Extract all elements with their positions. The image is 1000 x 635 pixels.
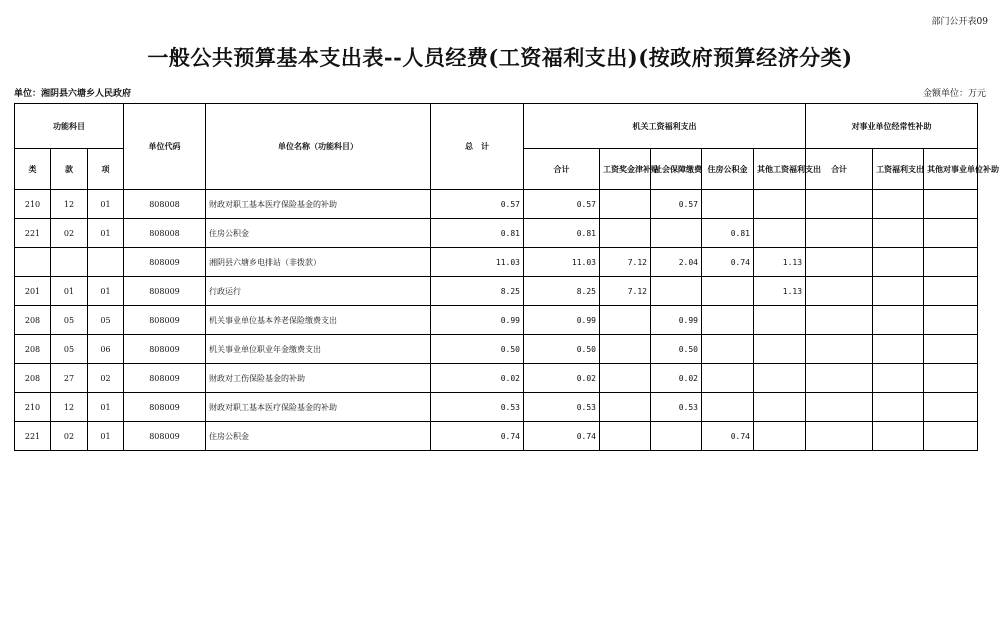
cell-kuan: 05	[51, 306, 88, 335]
cell-org-subtotal: 0.50	[524, 335, 600, 364]
cell-total: 0.50	[431, 335, 524, 364]
cell-code: 808009	[124, 306, 206, 335]
budget-table	[14, 103, 1000, 451]
cell-inst-subtotal	[806, 190, 873, 219]
cell-inst-wage	[873, 248, 924, 277]
header-func-subject: 功能科目	[15, 104, 124, 149]
header-unit-code: 单位代码	[124, 104, 206, 190]
header-inst-subtotal: 合计	[806, 149, 873, 190]
cell-org-social	[651, 277, 702, 306]
cell-lei: 210	[15, 190, 51, 219]
cell-inst-wage	[873, 393, 924, 422]
cell-org-subtotal: 0.02	[524, 364, 600, 393]
table-header	[15, 104, 1000, 190]
cell-code: 808009	[124, 335, 206, 364]
table-row	[15, 364, 978, 393]
cell-inst-subtotal	[806, 393, 873, 422]
cell-kuan: 05	[51, 335, 88, 364]
cell-xiang: 06	[88, 335, 124, 364]
cell-org-other: 1.13	[754, 248, 806, 277]
cell-inst-wage	[873, 306, 924, 335]
cell-code: 808009	[124, 248, 206, 277]
unit-label: 单位：湘阴县六塘乡人民政府	[14, 89, 132, 99]
form-number: 部门公开表09	[931, 17, 988, 27]
header-inst-group: 对事业单位经常性补助	[806, 104, 978, 149]
cell-org-subtotal: 8.25	[524, 277, 600, 306]
cell-inst-wage	[873, 422, 924, 451]
header-kuan: 款	[51, 149, 88, 190]
cell-inst-other	[924, 277, 978, 306]
cell-org-other: 1.13	[754, 277, 806, 306]
cell-code: 808009	[124, 422, 206, 451]
header-org-other: 其他工资福利支出	[754, 149, 806, 190]
cell-org-social: 0.57	[651, 190, 702, 219]
cell-org-bonus: 7.12	[600, 277, 651, 306]
cell-org-other	[754, 190, 806, 219]
table-row	[15, 306, 978, 335]
cell-org-housing: 0.81	[702, 219, 754, 248]
cell-inst-wage	[873, 277, 924, 306]
cell-org-subtotal: 11.03	[524, 248, 600, 277]
cell-org-social: 0.50	[651, 335, 702, 364]
cell-org-housing: 0.74	[702, 248, 754, 277]
cell-org-bonus: 7.12	[600, 248, 651, 277]
cell-lei: 201	[15, 277, 51, 306]
page-title: 一般公共预算基本支出表--人员经费(工资福利支出)(按政府预算经济分类)	[147, 45, 853, 70]
cell-code: 808008	[124, 219, 206, 248]
cell-org-other	[754, 393, 806, 422]
cell-lei: 208	[15, 335, 51, 364]
cell-xiang: 02	[88, 364, 124, 393]
cell-org-other	[754, 364, 806, 393]
cell-name: 财政对工伤保险基金的补助	[206, 364, 431, 393]
cell-org-social: 0.99	[651, 306, 702, 335]
cell-code: 808009	[124, 364, 206, 393]
cell-inst-subtotal	[806, 277, 873, 306]
cell-total: 0.99	[431, 306, 524, 335]
cell-kuan: 01	[51, 277, 88, 306]
header-total: 总 计	[431, 104, 524, 190]
cell-org-other	[754, 219, 806, 248]
cell-total: 8.25	[431, 277, 524, 306]
table-row	[15, 393, 978, 422]
header-org-social: 社会保障缴费	[651, 149, 702, 190]
table-row	[15, 335, 978, 364]
cell-org-housing	[702, 190, 754, 219]
cell-org-bonus	[600, 364, 651, 393]
cell-inst-other	[924, 364, 978, 393]
amount-unit: 金额单位：万元	[922, 89, 986, 99]
cell-org-housing: 0.74	[702, 422, 754, 451]
cell-name: 住房公积金	[206, 422, 431, 451]
cell-org-bonus	[600, 219, 651, 248]
cell-code: 808009	[124, 393, 206, 422]
cell-org-subtotal: 0.74	[524, 422, 600, 451]
cell-name: 机关事业单位职业年金缴费支出	[206, 335, 431, 364]
cell-org-housing	[702, 335, 754, 364]
header-inst-wage: 工资福利支出	[873, 149, 924, 190]
header-org-group: 机关工资福利支出	[524, 104, 806, 149]
cell-kuan: 27	[51, 364, 88, 393]
cell-org-subtotal: 0.81	[524, 219, 600, 248]
cell-kuan: 12	[51, 190, 88, 219]
cell-org-subtotal: 0.57	[524, 190, 600, 219]
cell-org-social	[651, 422, 702, 451]
table-row	[15, 277, 978, 306]
cell-kuan: 02	[51, 219, 88, 248]
cell-org-housing	[702, 364, 754, 393]
cell-org-housing	[702, 277, 754, 306]
cell-inst-wage	[873, 364, 924, 393]
cell-name: 行政运行	[206, 277, 431, 306]
cell-xiang: 01	[88, 393, 124, 422]
cell-inst-wage	[873, 219, 924, 248]
table-row	[15, 190, 978, 219]
cell-lei: 221	[15, 422, 51, 451]
cell-kuan	[51, 248, 88, 277]
cell-inst-wage	[873, 335, 924, 364]
cell-kuan: 12	[51, 393, 88, 422]
cell-inst-subtotal	[806, 422, 873, 451]
cell-kuan: 02	[51, 422, 88, 451]
cell-name: 财政对职工基本医疗保险基金的补助	[206, 190, 431, 219]
header-lei: 类	[15, 149, 51, 190]
table-row	[15, 422, 978, 451]
cell-inst-subtotal	[806, 364, 873, 393]
header-xiang: 项	[88, 149, 124, 190]
cell-inst-subtotal	[806, 248, 873, 277]
cell-xiang: 01	[88, 277, 124, 306]
cell-name: 住房公积金	[206, 219, 431, 248]
cell-inst-wage	[873, 190, 924, 219]
cell-code: 808009	[124, 277, 206, 306]
cell-lei: 208	[15, 364, 51, 393]
cell-xiang: 01	[88, 219, 124, 248]
cell-inst-other	[924, 306, 978, 335]
cell-name: 财政对职工基本医疗保险基金的补助	[206, 393, 431, 422]
cell-total: 0.02	[431, 364, 524, 393]
cell-inst-other	[924, 190, 978, 219]
cell-code: 808008	[124, 190, 206, 219]
cell-inst-other	[924, 219, 978, 248]
cell-inst-subtotal	[806, 335, 873, 364]
table-row	[15, 248, 978, 277]
cell-lei: 210	[15, 393, 51, 422]
cell-org-social: 0.02	[651, 364, 702, 393]
cell-inst-other	[924, 422, 978, 451]
cell-org-subtotal: 0.53	[524, 393, 600, 422]
cell-inst-subtotal	[806, 306, 873, 335]
header-unit-name: 单位名称（功能科目）	[206, 104, 431, 190]
header-org-subtotal: 合计	[524, 149, 600, 190]
cell-total: 0.81	[431, 219, 524, 248]
cell-name: 湘阴县六塘乡电排站（非拨款）	[206, 248, 431, 277]
cell-org-housing	[702, 393, 754, 422]
cell-xiang	[88, 248, 124, 277]
header-inst-other: 其他对事业单位补助	[924, 149, 978, 190]
cell-org-other	[754, 335, 806, 364]
cell-org-bonus	[600, 190, 651, 219]
cell-org-bonus	[600, 306, 651, 335]
cell-org-bonus	[600, 393, 651, 422]
header-org-bonus: 工资奖金津补贴	[600, 149, 651, 190]
cell-inst-other	[924, 335, 978, 364]
cell-org-other	[754, 306, 806, 335]
cell-total: 0.53	[431, 393, 524, 422]
cell-xiang: 05	[88, 306, 124, 335]
cell-inst-other	[924, 393, 978, 422]
cell-org-other	[754, 422, 806, 451]
cell-org-social: 2.04	[651, 248, 702, 277]
cell-org-housing	[702, 306, 754, 335]
cell-total: 0.74	[431, 422, 524, 451]
cell-xiang: 01	[88, 190, 124, 219]
cell-org-social	[651, 219, 702, 248]
cell-total: 0.57	[431, 190, 524, 219]
cell-org-subtotal: 0.99	[524, 306, 600, 335]
cell-org-social: 0.53	[651, 393, 702, 422]
cell-lei: 221	[15, 219, 51, 248]
cell-name: 机关事业单位基本养老保险缴费支出	[206, 306, 431, 335]
cell-lei	[15, 248, 51, 277]
cell-lei: 208	[15, 306, 51, 335]
table-row	[15, 219, 978, 248]
cell-total: 11.03	[431, 248, 524, 277]
unit-info-row	[14, 86, 986, 98]
cell-org-bonus	[600, 335, 651, 364]
cell-xiang: 01	[88, 422, 124, 451]
cell-org-bonus	[600, 422, 651, 451]
cell-inst-subtotal	[806, 219, 873, 248]
header-org-housing: 住房公积金	[702, 149, 754, 190]
table-body	[15, 190, 978, 451]
cell-inst-other	[924, 248, 978, 277]
